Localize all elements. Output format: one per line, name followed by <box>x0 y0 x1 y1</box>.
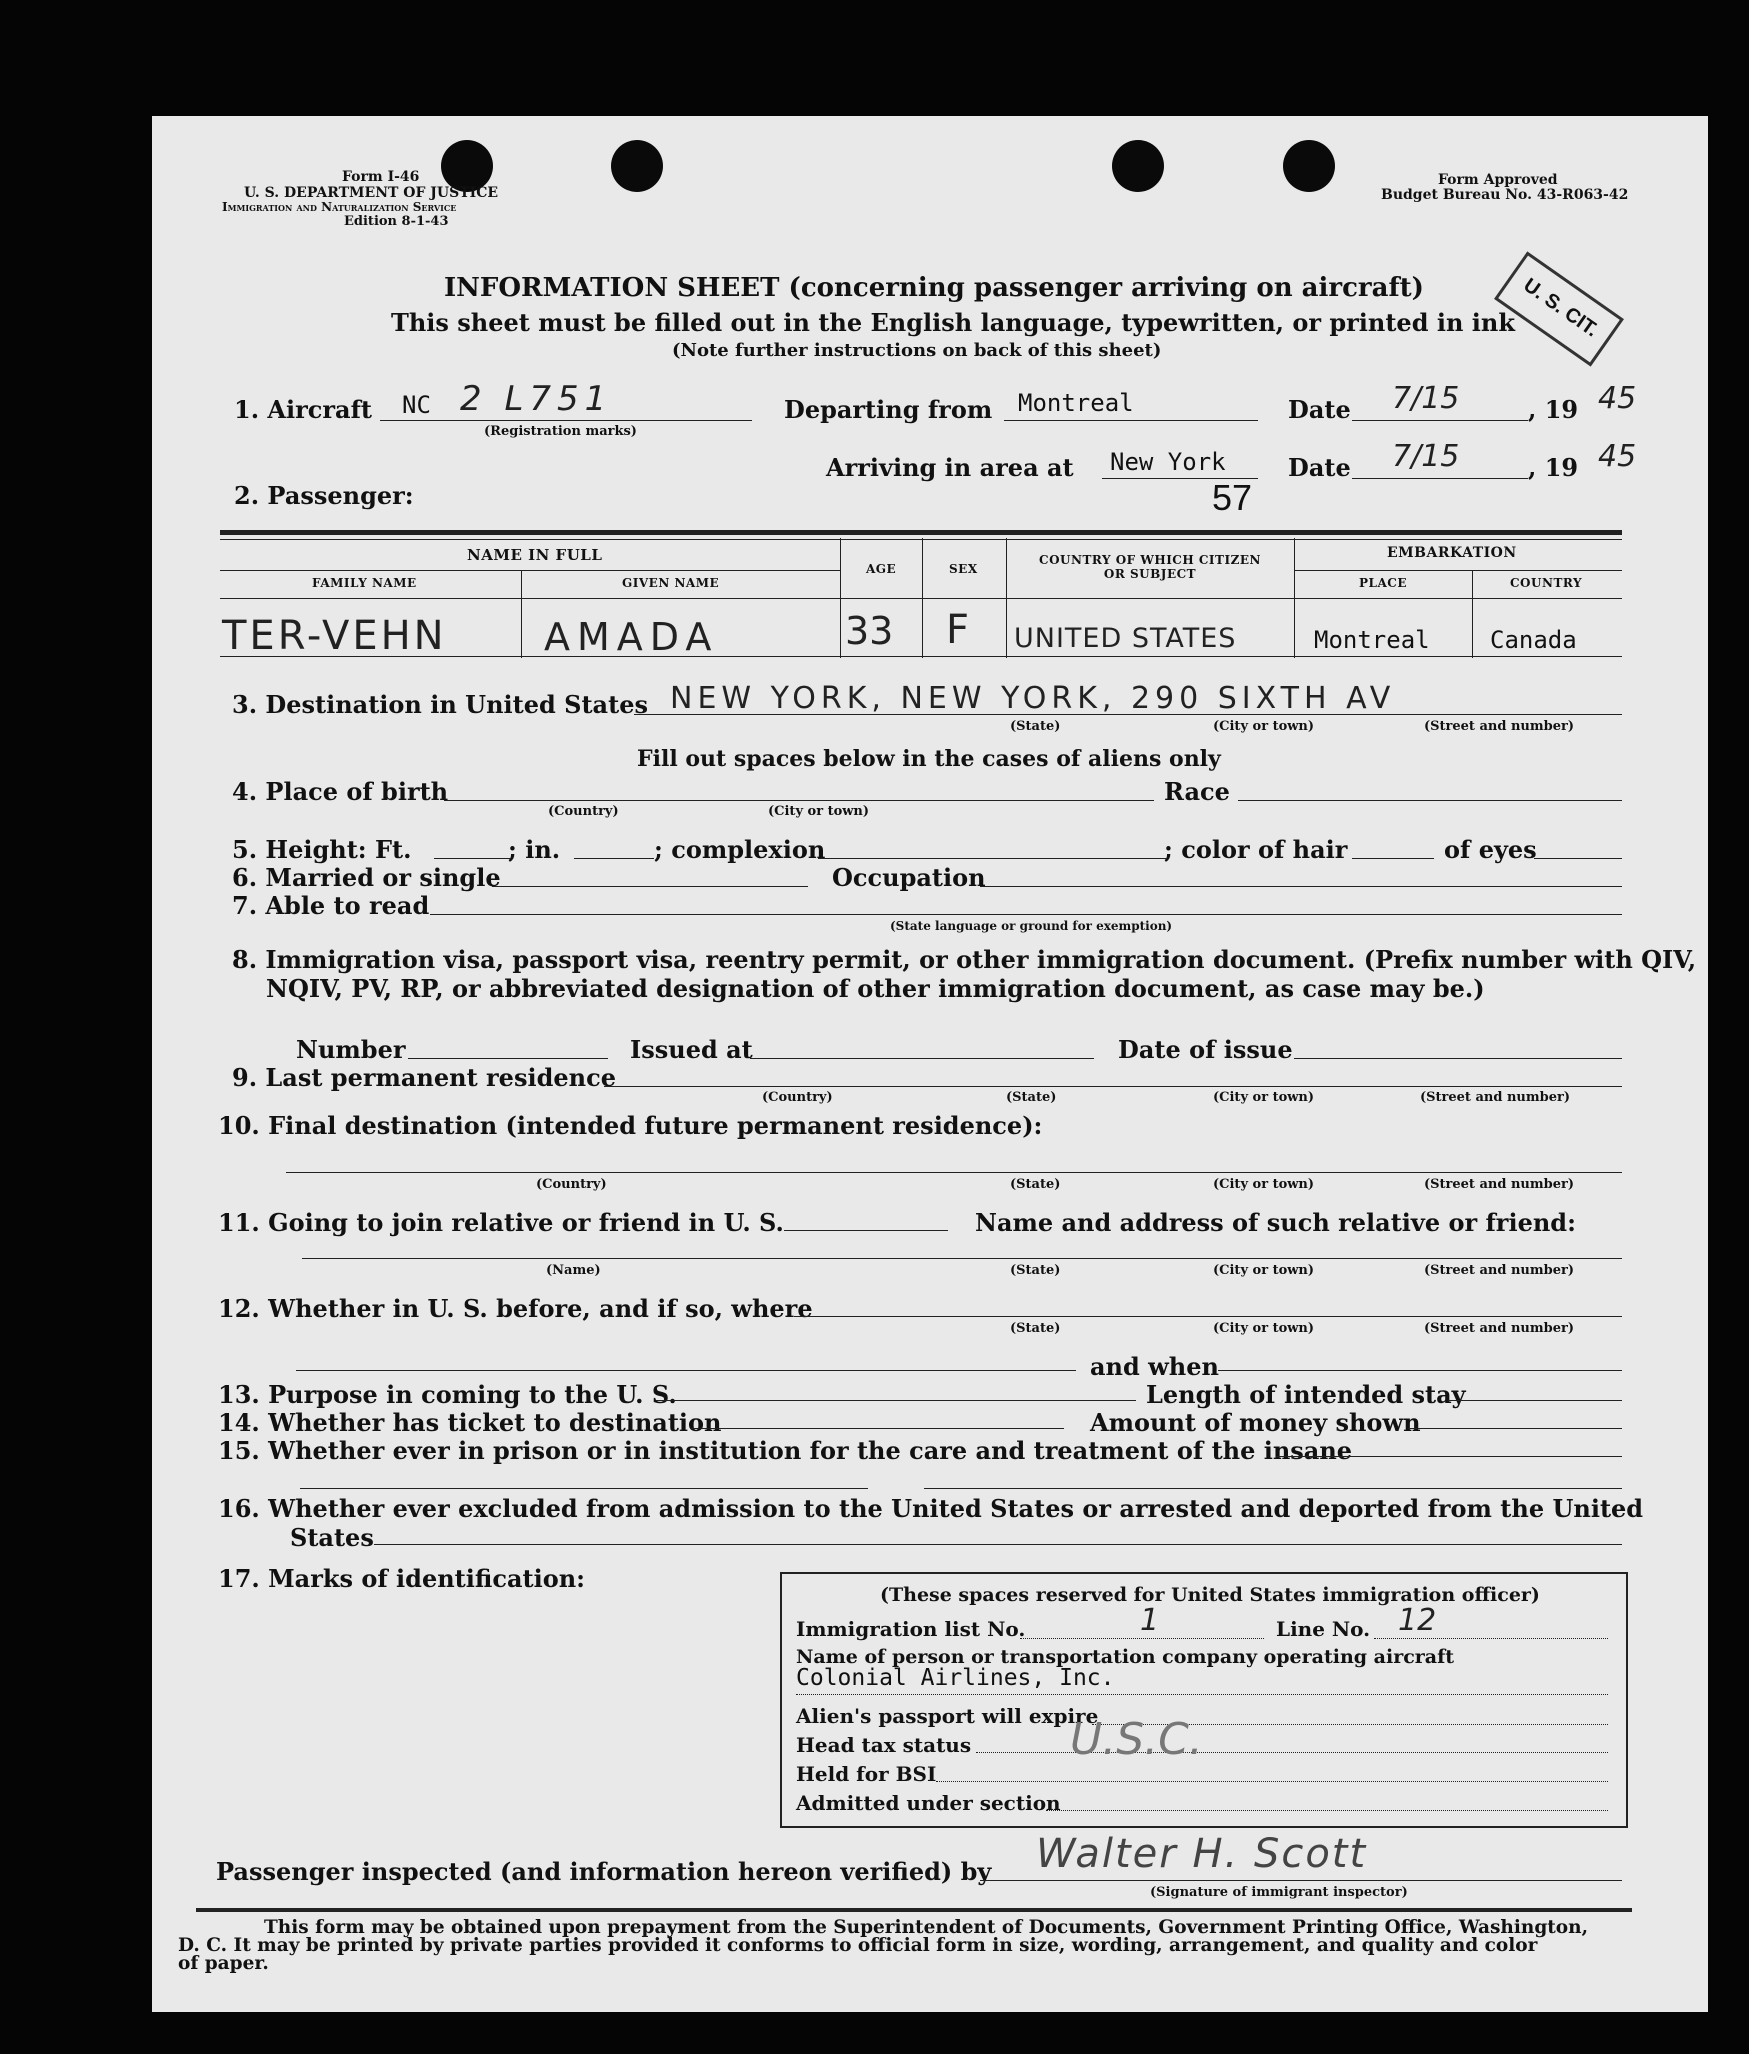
date-value: 7/15 <box>1392 381 1460 416</box>
citizen-value: UNITED STATES <box>1014 623 1237 654</box>
relative-address-label: Name and address of such relative or friend: <box>975 1208 1576 1237</box>
country-caption: (Country) <box>548 804 619 819</box>
city-caption: (City or town) <box>1213 1321 1315 1336</box>
bsi-line <box>936 1781 1608 1782</box>
when-line <box>1218 1370 1622 1371</box>
footer-line2: D. C. It may be printed by private parties provided it conforms to official form in size, wording, arrangement, and quality and color <box>178 1935 1538 1956</box>
read-label: 7. Able to read <box>232 891 430 920</box>
number-label: Number <box>296 1035 406 1064</box>
purpose-label: 13. Purpose in coming to the U. S. <box>218 1380 677 1409</box>
officer-box <box>780 1572 1628 1828</box>
relative-address-line <box>302 1258 1622 1259</box>
col-divider <box>840 538 841 658</box>
read-caption: (State language or ground for exemption) <box>890 919 1173 933</box>
destination-label: 3. Destination in United States <box>232 690 648 719</box>
street-caption: (Street and number) <box>1420 1090 1570 1105</box>
state-caption: (State) <box>1010 719 1061 734</box>
signature-line <box>980 1880 1622 1881</box>
year2-value: 45 <box>1598 439 1637 474</box>
citizen-stamp: U. S. CIT. <box>1494 251 1624 366</box>
height-ft-line <box>434 858 510 859</box>
family-name-header: FAMILY NAME <box>312 576 417 590</box>
arriving-label: Arriving in area at <box>826 453 1074 482</box>
complexion-line <box>818 858 1166 859</box>
city-caption: (City or town) <box>1213 1263 1315 1278</box>
list-value: 1 <box>1140 1603 1160 1638</box>
stay-label: Length of intended stay <box>1146 1380 1466 1409</box>
hair-line <box>1352 858 1434 859</box>
aircraft-prefix: NC <box>402 391 431 419</box>
company-line <box>796 1694 1608 1695</box>
purpose-line <box>656 1400 1136 1401</box>
departing-line <box>1004 420 1258 421</box>
previous-us-line2 <box>296 1370 1076 1371</box>
issue-date-line <box>1294 1058 1622 1059</box>
visa-line1: 8. Immigration visa, passport visa, reentry permit, or other immigration document. (Prefix number with QIV, <box>232 945 1697 974</box>
name-in-full-header: NAME IN FULL <box>467 546 603 564</box>
year-value: 45 <box>1598 381 1637 416</box>
punch-hole <box>611 140 663 192</box>
aircraft-line <box>380 420 752 421</box>
city-caption: (City or town) <box>1213 1177 1315 1192</box>
state-caption: (State) <box>1010 1177 1061 1192</box>
prison-line2 <box>300 1488 868 1489</box>
destination-value: NEW YORK, NEW YORK, 290 SIXTH AV <box>670 681 1396 716</box>
form-note: (Note further instructions on back of this sheet) <box>672 340 1162 361</box>
arriving-value: New York <box>1110 448 1226 476</box>
form-approved: Form Approved <box>1438 172 1558 188</box>
sequence-number: 57 <box>1212 477 1253 518</box>
inspected-label: Passenger inspected (and information hereon verified) by <box>216 1857 992 1886</box>
embarkation-header: EMBARKATION <box>1387 545 1517 561</box>
line-no-line <box>1374 1638 1608 1639</box>
previous-us-label: 12. Whether in U. S. before, and if so, where <box>218 1294 813 1323</box>
admitted-label: Admitted under section <box>796 1791 1061 1815</box>
street-caption: (Street and number) <box>1424 1177 1574 1192</box>
aliens-only-heading: Fill out spaces below in the cases of aliens only <box>637 746 1221 772</box>
departing-label: Departing from <box>784 395 993 424</box>
form-subtitle: This sheet must be filled out in the English language, typewritten, or printed in ink <box>391 308 1515 337</box>
prison-line <box>1276 1456 1622 1457</box>
occupation-label: Occupation <box>832 863 986 892</box>
passenger-label: 2. Passenger: <box>234 481 414 510</box>
name-caption: (Name) <box>546 1263 601 1278</box>
registration-caption: (Registration marks) <box>484 424 637 439</box>
embarkation-header-line <box>1294 570 1622 571</box>
budget-bureau: Budget Bureau No. 43-R063-42 <box>1381 187 1629 203</box>
name-header-line <box>220 570 840 571</box>
aircraft-label: 1. Aircraft <box>234 395 373 424</box>
edition: Edition 8-1-43 <box>344 214 449 229</box>
ticket-label: 14. Whether has ticket to destination <box>218 1408 722 1437</box>
prison-line3 <box>924 1488 1622 1489</box>
col-divider <box>1472 570 1473 658</box>
list-line <box>1020 1638 1264 1639</box>
admitted-line <box>1046 1810 1608 1811</box>
date-label: Date <box>1288 395 1351 424</box>
date2-label: Date <box>1288 453 1351 482</box>
issued-label: Issued at <box>630 1035 753 1064</box>
height-in-label: ; in. <box>508 835 561 864</box>
year-prefix: , 19 <box>1528 395 1579 424</box>
final-destination-label: 10. Final destination (intended future permanent residence): <box>218 1111 1043 1140</box>
issued-line <box>750 1058 1094 1059</box>
country-embark-header: COUNTRY <box>1510 576 1583 590</box>
city-caption: (City or town) <box>1213 719 1315 734</box>
embark-country-value: Canada <box>1490 626 1577 654</box>
destination-line <box>634 714 1622 715</box>
residence-label: 9. Last permanent residence <box>232 1063 616 1092</box>
date-line <box>1352 420 1528 421</box>
footer-line3: of paper. <box>178 1953 269 1974</box>
company-value: Colonial Airlines, Inc. <box>796 1665 1115 1691</box>
money-line <box>1408 1428 1622 1429</box>
age-header: AGE <box>866 562 897 576</box>
col-divider <box>1294 538 1295 658</box>
form-title: INFORMATION SHEET (concerning passenger arriving on aircraft) <box>444 273 1424 303</box>
when-label: and when <box>1090 1352 1219 1381</box>
city-caption: (City or town) <box>768 804 870 819</box>
race-label: Race <box>1164 777 1230 806</box>
head-tax-value: U.S.C. <box>1070 1714 1203 1765</box>
street-caption: (Street and number) <box>1424 1321 1574 1336</box>
country-caption: (Country) <box>536 1177 607 1192</box>
inspector-signature: Walter H. Scott <box>1036 1831 1368 1877</box>
relative-label: 11. Going to join relative or friend in U. S. <box>218 1208 784 1237</box>
col-divider <box>1006 538 1007 658</box>
punch-hole <box>1283 140 1335 192</box>
embark-place-value: Montreal <box>1314 626 1430 654</box>
excluded-line1: 16. Whether ever excluded from admission to the United States or arrested and deported from the United <box>218 1494 1644 1523</box>
punch-hole <box>1112 140 1164 192</box>
country-caption: (Country) <box>762 1090 833 1105</box>
table-top-rule <box>220 530 1622 535</box>
col-divider <box>922 538 923 658</box>
place-header: PLACE <box>1359 576 1407 590</box>
head-tax-label: Head tax status <box>796 1733 972 1757</box>
given-name-header: GIVEN NAME <box>622 576 720 590</box>
family-name-value: TER-VEHN <box>222 613 447 659</box>
married-line <box>492 886 808 887</box>
eyes-label: of eyes <box>1444 835 1537 864</box>
excluded-line2: States <box>290 1523 374 1552</box>
previous-us-line <box>794 1316 1622 1317</box>
stay-line <box>1448 1400 1622 1401</box>
number-line <box>408 1058 608 1059</box>
table-top-rule-thin <box>220 539 1622 540</box>
height-label: 5. Height: Ft. <box>232 835 412 864</box>
passport-expire-label: Alien's passport will expire <box>796 1704 1099 1728</box>
relative-line <box>784 1230 948 1231</box>
aircraft-registration: 2 L751 <box>460 379 613 419</box>
race-line <box>1238 800 1622 801</box>
company-label: Name of person or transportation company operating aircraft <box>796 1646 1455 1668</box>
birthplace-line <box>444 800 1154 801</box>
excluded-line <box>374 1544 1622 1545</box>
list-label: Immigration list No. <box>796 1617 1026 1641</box>
birthplace-label: 4. Place of birth <box>232 777 449 806</box>
complexion-label: ; complexion <box>654 835 826 864</box>
departing-value: Montreal <box>1018 389 1134 417</box>
state-caption: (State) <box>1010 1321 1061 1336</box>
line-label: Line No. <box>1276 1617 1371 1641</box>
officer-box-heading: (These spaces reserved for United States immigration officer) <box>880 1584 1540 1606</box>
state-caption: (State) <box>1006 1090 1057 1105</box>
city-caption: (City or town) <box>1213 1090 1315 1105</box>
residence-line <box>604 1086 1622 1087</box>
table-bottom <box>220 656 1622 657</box>
footer-rule <box>196 1908 1632 1912</box>
table-header-bottom <box>220 598 1622 599</box>
ticket-line <box>690 1428 1064 1429</box>
street-caption: (Street and number) <box>1424 719 1574 734</box>
bsi-label: Held for BSI <box>796 1762 937 1786</box>
state-caption: (State) <box>1010 1263 1061 1278</box>
hair-label: ; color of hair <box>1164 835 1348 864</box>
col-divider <box>521 570 522 658</box>
footer-line1: This form may be obtained upon prepayment from the Superintendent of Documents, Government Printing Office, Washington, <box>264 1917 1589 1938</box>
final-destination-line <box>286 1172 1622 1173</box>
money-label: Amount of money shown <box>1090 1408 1421 1437</box>
department: U. S. DEPARTMENT OF JUSTICE <box>244 185 499 201</box>
prison-label: 15. Whether ever in prison or in institution for the care and treatment of the insane <box>218 1436 1353 1465</box>
height-in-line <box>574 858 654 859</box>
year2-prefix: , 19 <box>1528 453 1579 482</box>
service: Immigration and Naturalization Service <box>222 200 457 214</box>
read-line <box>430 914 1622 915</box>
visa-line2: NQIV, PV, RP, or abbreviated designation of other immigration document, as case may be.) <box>266 974 1485 1003</box>
signature-caption: (Signature of immigrant inspector) <box>1150 1885 1408 1900</box>
married-label: 6. Married or single <box>232 863 501 892</box>
line-value: 12 <box>1398 1603 1437 1638</box>
street-caption: (Street and number) <box>1424 1263 1574 1278</box>
issue-date-label: Date of issue <box>1118 1035 1293 1064</box>
occupation-line <box>980 886 1622 887</box>
given-name-value: AMADA <box>544 615 719 659</box>
age-value: 33 <box>845 609 894 653</box>
identification-label: 17. Marks of identification: <box>218 1564 586 1593</box>
sex-value: F <box>946 607 970 653</box>
date2-value: 7/15 <box>1392 439 1460 474</box>
sex-header: SEX <box>949 562 978 576</box>
country-header: COUNTRY OF WHICH CITIZEN OR SUBJECT <box>1039 553 1261 582</box>
eyes-line <box>1534 858 1622 859</box>
date2-line <box>1352 478 1528 479</box>
form-number: Form I-46 <box>342 169 420 185</box>
